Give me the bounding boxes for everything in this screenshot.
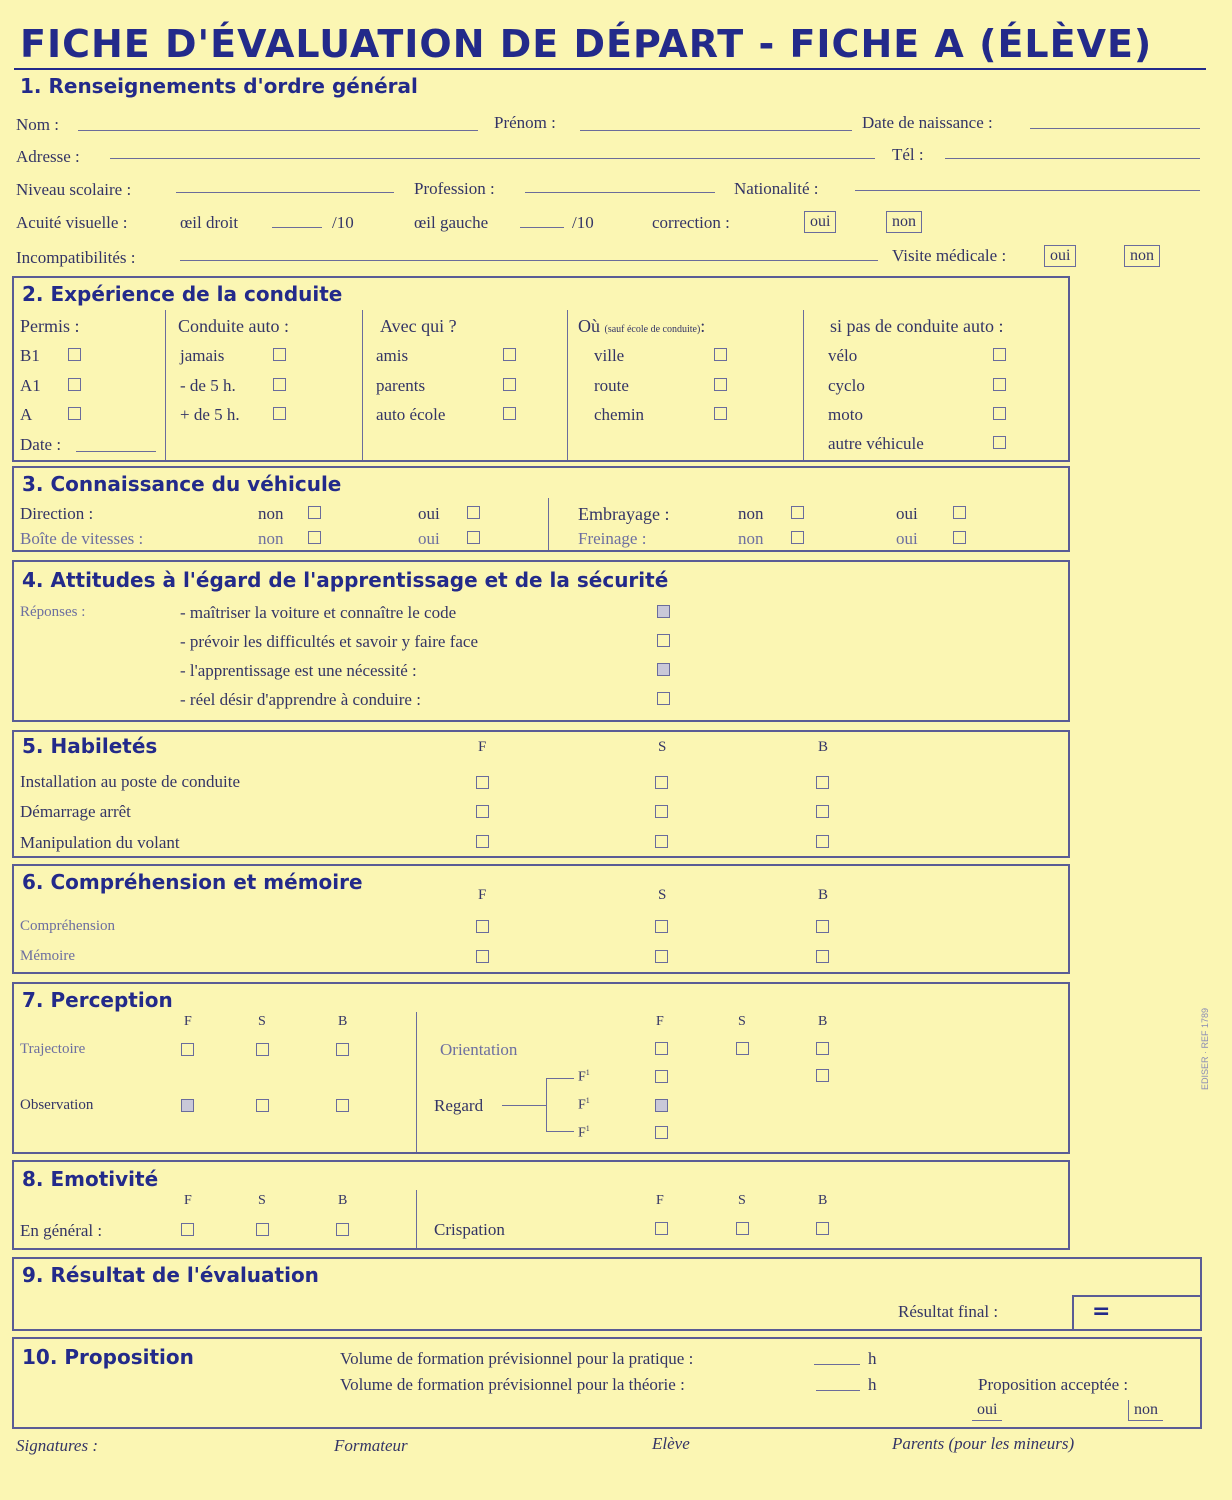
habilete-2-f-checkbox[interactable]	[476, 805, 489, 818]
section-8-heading: 8. Emotivité	[22, 1167, 159, 1191]
sipas-velo-label: vélo	[828, 346, 858, 365]
ou-ville-label: ville	[594, 346, 625, 365]
comprehension-f-checkbox[interactable]	[476, 920, 489, 933]
nationalite-label: Nationalité :	[734, 179, 819, 198]
comprehension-b-checkbox[interactable]	[816, 920, 829, 933]
conduite-label: Conduite auto :	[178, 316, 289, 336]
permis-date-label: Date :	[20, 435, 62, 454]
title-rule	[14, 68, 1206, 70]
date-naissance-label: Date de naissance :	[862, 113, 993, 132]
orientation-label: Orientation	[440, 1040, 518, 1059]
s8-right-col-b: B	[818, 1193, 828, 1208]
habilete-2-s-checkbox[interactable]	[655, 805, 668, 818]
attitude-checkbox-1[interactable]	[657, 605, 670, 618]
conduite-plus5-checkbox[interactable]	[273, 407, 286, 420]
memoire-b-checkbox[interactable]	[816, 950, 829, 963]
signature-parents[interactable]: Parents (pour les mineurs)	[892, 1434, 1075, 1453]
oeil-gauche-field[interactable]	[520, 227, 564, 228]
section-1-heading: 1. Renseignements d'ordre général	[20, 74, 418, 98]
conduite-moins5-label: - de 5 h.	[180, 376, 236, 395]
habilete-1-f-checkbox[interactable]	[476, 776, 489, 789]
memoire-s-checkbox[interactable]	[655, 950, 668, 963]
s8-divider	[416, 1190, 417, 1248]
trajectoire-label: Trajectoire	[20, 1041, 86, 1057]
permis-a-label: A	[20, 405, 33, 424]
comprehension-s-checkbox[interactable]	[655, 920, 668, 933]
trajectoire-b-checkbox[interactable]	[336, 1043, 349, 1056]
oeil-droit-field[interactable]	[272, 227, 322, 228]
orientation-extra-checkbox[interactable]	[816, 1069, 829, 1082]
nom-label: Nom :	[16, 115, 59, 134]
conduite-jamais-checkbox[interactable]	[273, 348, 286, 361]
boite-oui-checkbox[interactable]	[467, 531, 480, 544]
permis-b1-label: B1	[20, 346, 40, 365]
freinage-non-checkbox[interactable]	[791, 531, 804, 544]
crispation-label: Crispation	[434, 1220, 505, 1239]
observation-b-checkbox[interactable]	[336, 1099, 349, 1112]
trajectoire-s-checkbox[interactable]	[256, 1043, 269, 1056]
section-4-heading: 4. Attitudes à l'égard de l'apprentissage et de la sécurité	[22, 568, 669, 592]
attitude-item-3: - l'apprentissage est une nécessité :	[180, 661, 417, 680]
embrayage-oui-checkbox[interactable]	[953, 506, 966, 519]
memoire-label: Mémoire	[20, 948, 75, 964]
observation-f-checkbox[interactable]	[181, 1099, 194, 1112]
crispation-b-checkbox[interactable]	[816, 1222, 829, 1235]
orientation-b-checkbox[interactable]	[816, 1042, 829, 1055]
direction-oui-label: oui	[418, 504, 440, 523]
signature-formateur[interactable]: Formateur	[334, 1436, 408, 1455]
freinage-label: Freinage :	[578, 529, 647, 548]
sipas-velo-checkbox[interactable]	[993, 348, 1006, 361]
permis-date-field[interactable]	[76, 451, 156, 452]
profession-label: Profession :	[414, 179, 495, 198]
permis-label: Permis :	[20, 316, 80, 336]
s2-divider-2	[362, 310, 363, 460]
embrayage-label: Embrayage :	[578, 504, 670, 524]
section-5-heading: 5. Habiletés	[22, 734, 158, 758]
general-label: En général :	[20, 1221, 103, 1240]
direction-oui-checkbox[interactable]	[467, 506, 480, 519]
regard-2-checkbox[interactable]	[655, 1099, 668, 1112]
regard-bracket-bottom	[546, 1131, 574, 1132]
correction-label: correction :	[652, 213, 730, 232]
regard-label: Regard	[434, 1096, 484, 1115]
ou-route-checkbox[interactable]	[714, 378, 727, 391]
section-8-box	[12, 1160, 1070, 1250]
resultat-final-value: =	[1092, 1299, 1111, 1324]
nom-field[interactable]	[78, 130, 478, 131]
habilete-1-b-checkbox[interactable]	[816, 776, 829, 789]
sipas-cyclo-label: cyclo	[828, 376, 865, 395]
s8-right-col-f: F	[656, 1193, 664, 1208]
ou-note: (sauf école de conduite)	[604, 324, 701, 335]
ou-chemin-label: chemin	[594, 405, 645, 424]
s8-left-col-b: B	[338, 1193, 348, 1208]
s8-left-col-f: F	[184, 1193, 192, 1208]
boite-oui-label: oui	[418, 529, 440, 548]
observation-s-checkbox[interactable]	[256, 1099, 269, 1112]
ou-route-label: route	[594, 376, 629, 395]
s6-col-s: S	[658, 887, 667, 903]
reponses-label: Réponses :	[20, 604, 86, 620]
freinage-oui-label: oui	[896, 529, 918, 548]
resultat-final-label: Résultat final :	[898, 1302, 999, 1321]
prenom-field[interactable]	[580, 130, 852, 131]
visite-label: Visite médicale :	[892, 246, 1007, 265]
prenom-label: Prénom :	[494, 113, 556, 132]
page-title: FICHE D'ÉVALUATION DE DÉPART - FICHE A (ÉLÈVE)	[20, 22, 1153, 66]
signature-eleve[interactable]: Elève	[652, 1434, 690, 1453]
s7-left-col-s: S	[258, 1014, 266, 1029]
date-naissance-field[interactable]	[1030, 128, 1200, 129]
niveau-label: Niveau scolaire :	[16, 180, 132, 199]
visite-oui-option[interactable]: oui	[1044, 245, 1076, 267]
regard-sub-1: $F^1$	[578, 1068, 590, 1085]
section-10-heading: 10. Proposition	[22, 1345, 194, 1369]
embrayage-oui-label: oui	[896, 504, 918, 523]
tel-label: Tél :	[892, 145, 924, 164]
regard-bracket-top	[546, 1078, 574, 1079]
avec-autoecole-label: auto école	[376, 405, 446, 424]
orientation-s-checkbox[interactable]	[736, 1042, 749, 1055]
s7-right-col-f: F	[656, 1014, 664, 1029]
visite-non-option[interactable]: non	[1124, 245, 1160, 267]
comprehension-label: Compréhension	[20, 918, 115, 934]
avec-autoecole-checkbox[interactable]	[503, 407, 516, 420]
tel-field[interactable]	[945, 158, 1200, 159]
acceptee-oui-option[interactable]: oui	[972, 1400, 1002, 1421]
attitude-item-2: - prévoir les difficultés et savoir y faire face	[180, 632, 478, 651]
habilete-2-b-checkbox[interactable]	[816, 805, 829, 818]
general-b-checkbox[interactable]	[336, 1223, 349, 1236]
direction-non-checkbox[interactable]	[308, 506, 321, 519]
s2-divider-1	[165, 310, 166, 460]
pratique-label: Volume de formation prévisionnel pour la pratique :	[340, 1349, 694, 1368]
s5-col-f: F	[478, 739, 487, 755]
freinage-oui-checkbox[interactable]	[953, 531, 966, 544]
theorie-field[interactable]	[816, 1390, 860, 1391]
regard-sub-3: $F^1$	[578, 1124, 590, 1141]
ou-label: Où (sauf école de conduite):	[578, 316, 706, 336]
attitude-checkbox-3[interactable]	[657, 663, 670, 676]
embrayage-non-checkbox[interactable]	[791, 506, 804, 519]
avec-amis-label: amis	[376, 346, 409, 365]
oeil-gauche-unit: /10	[572, 213, 594, 232]
correction-non-option[interactable]: non	[886, 211, 922, 233]
boite-non-label: non	[258, 529, 284, 548]
regard-bracket	[546, 1078, 547, 1132]
general-s-checkbox[interactable]	[256, 1223, 269, 1236]
s7-left-col-f: F	[184, 1014, 192, 1029]
s2-divider-3	[567, 310, 568, 460]
direction-label: Direction :	[20, 504, 94, 523]
habilete-item-3: Manipulation du volant	[20, 833, 180, 852]
profession-field[interactable]	[525, 192, 715, 193]
s8-right-col-s: S	[738, 1193, 746, 1208]
side-reference-code: EDISER · REF 1789	[1200, 1007, 1210, 1090]
s3-divider	[548, 498, 549, 550]
attitude-item-1: - maîtriser la voiture et connaître le code	[180, 603, 457, 622]
sipas-moto-label: moto	[828, 405, 863, 424]
s5-col-b: B	[818, 739, 829, 755]
sipas-autre-label: autre véhicule	[828, 434, 924, 453]
oeil-gauche-label: œil gauche	[414, 213, 489, 232]
habilete-1-s-checkbox[interactable]	[655, 776, 668, 789]
incompat-field[interactable]	[180, 260, 878, 261]
s6-col-f: F	[478, 887, 487, 903]
nationalite-field[interactable]	[855, 190, 1200, 191]
habilete-item-2: Démarrage arrêt	[20, 802, 131, 821]
regard-sub-2: $F^1$	[578, 1096, 590, 1113]
correction-oui-option[interactable]: oui	[804, 211, 836, 233]
direction-non-label: non	[258, 504, 284, 523]
pratique-field[interactable]	[814, 1364, 860, 1365]
sipas-cyclo-checkbox[interactable]	[993, 378, 1006, 391]
incompat-label: Incompatibilités :	[16, 248, 136, 267]
section-6-heading: 6. Compréhension et mémoire	[22, 870, 363, 894]
pratique-unit: h	[868, 1349, 877, 1368]
orientation-f-checkbox[interactable]	[655, 1042, 668, 1055]
regard-3-checkbox[interactable]	[655, 1126, 668, 1139]
conduite-jamais-label: jamais	[180, 346, 225, 365]
boite-non-checkbox[interactable]	[308, 531, 321, 544]
permis-b1-checkbox[interactable]	[68, 348, 81, 361]
s7-divider	[416, 1012, 417, 1152]
freinage-non-label: non	[738, 529, 764, 548]
avec-parents-label: parents	[376, 376, 426, 395]
general-f-checkbox[interactable]	[181, 1223, 194, 1236]
ou-ville-checkbox[interactable]	[714, 348, 727, 361]
crispation-s-checkbox[interactable]	[736, 1222, 749, 1235]
acceptee-label: Proposition acceptée :	[978, 1375, 1129, 1394]
observation-label: Observation	[20, 1097, 94, 1113]
attitude-checkbox-2[interactable]	[657, 634, 670, 647]
habilete-3-b-checkbox[interactable]	[816, 835, 829, 848]
conduite-moins5-checkbox[interactable]	[273, 378, 286, 391]
permis-a-checkbox[interactable]	[68, 407, 81, 420]
section-7-heading: 7. Perception	[22, 988, 173, 1012]
permis-a1-label: A1	[20, 376, 41, 395]
acceptee-non-option[interactable]: non	[1128, 1400, 1163, 1421]
sipas-label: si pas de conduite auto :	[830, 316, 1004, 336]
ou-chemin-checkbox[interactable]	[714, 407, 727, 420]
signatures-label: Signatures :	[16, 1436, 99, 1455]
section-3-heading: 3. Connaissance du véhicule	[22, 472, 342, 496]
habilete-3-s-checkbox[interactable]	[655, 835, 668, 848]
memoire-f-checkbox[interactable]	[476, 950, 489, 963]
s7-right-col-s: S	[738, 1014, 746, 1029]
avec-label: Avec qui ?	[380, 316, 457, 336]
regard-connector	[502, 1105, 546, 1106]
theorie-label: Volume de formation prévisionnel pour la théorie :	[340, 1375, 685, 1394]
s6-col-b: B	[818, 887, 829, 903]
avec-amis-checkbox[interactable]	[503, 348, 516, 361]
acuite-label: Acuité visuelle :	[16, 213, 128, 232]
conduite-plus5-label: + de 5 h.	[180, 405, 240, 424]
boite-label: Boîte de vitesses :	[20, 529, 144, 548]
section-9-heading: 9. Résultat de l'évaluation	[22, 1263, 319, 1287]
section-2-heading: 2. Expérience de la conduite	[22, 282, 343, 306]
attitude-item-4: - réel désir d'apprendre à conduire :	[180, 690, 421, 709]
attitude-checkbox-4[interactable]	[657, 692, 670, 705]
regard-1-checkbox[interactable]	[655, 1070, 668, 1083]
habilete-3-f-checkbox[interactable]	[476, 835, 489, 848]
trajectoire-f-checkbox[interactable]	[181, 1043, 194, 1056]
niveau-field[interactable]	[176, 192, 394, 193]
crispation-f-checkbox[interactable]	[655, 1222, 668, 1235]
s7-left-col-b: B	[338, 1014, 348, 1029]
s8-left-col-s: S	[258, 1193, 266, 1208]
sipas-moto-checkbox[interactable]	[993, 407, 1006, 420]
adresse-field[interactable]	[110, 158, 875, 159]
oeil-droit-unit: /10	[332, 213, 354, 232]
adresse-label: Adresse :	[16, 147, 80, 166]
permis-a1-checkbox[interactable]	[68, 378, 81, 391]
embrayage-non-label: non	[738, 504, 764, 523]
theorie-unit: h	[868, 1375, 877, 1394]
oeil-droit-label: œil droit	[180, 213, 239, 232]
avec-parents-checkbox[interactable]	[503, 378, 516, 391]
s7-right-col-b: B	[818, 1014, 828, 1029]
habilete-item-1: Installation au poste de conduite	[20, 772, 240, 791]
s5-col-s: S	[658, 739, 667, 755]
sipas-autre-checkbox[interactable]	[993, 436, 1006, 449]
s2-divider-4	[803, 310, 804, 460]
